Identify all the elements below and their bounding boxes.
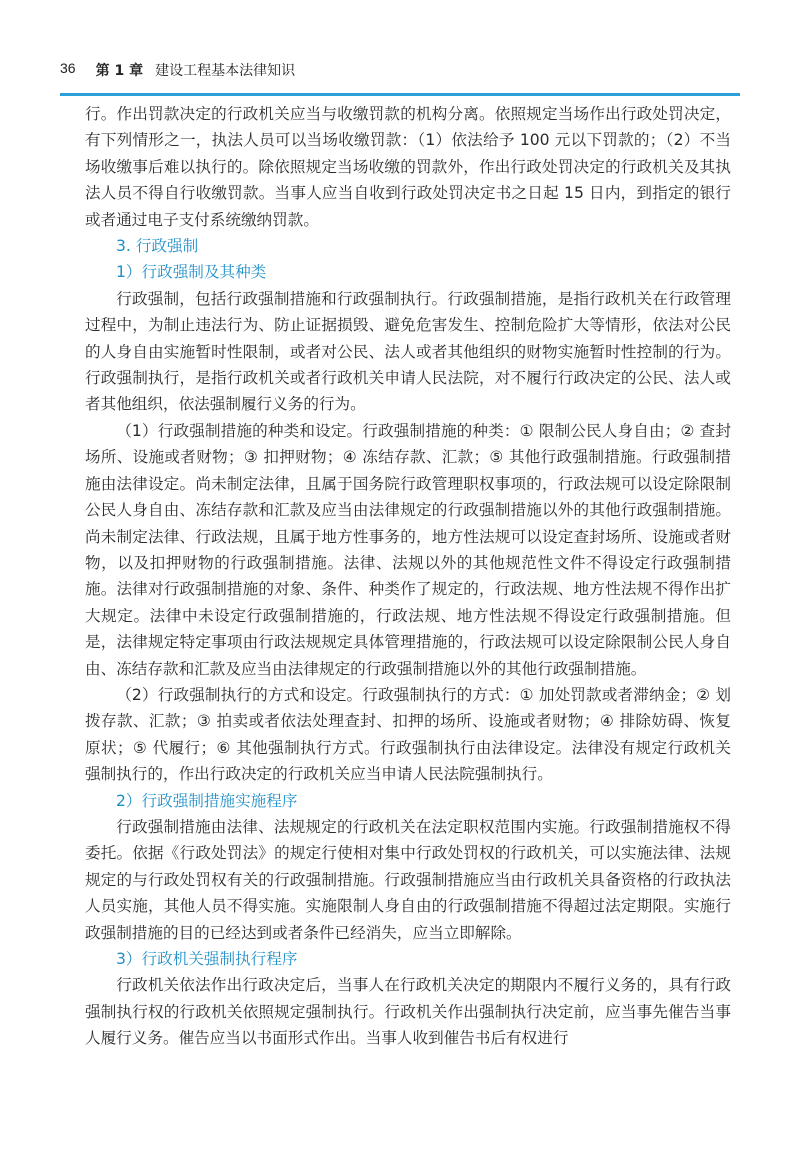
subsection-heading-coercion-types: 1）行政强制及其种类 (116, 263, 267, 282)
paragraph-intro: 行。作出罚款决定的行政机关应当与收缴罚款的机构分离。依照规定当场作出行政处罚决定，有下列情形之一，执法人员可以当场收缴罚款：（1）依法给予 100 元以下罚款的；（2）不当场收缴事后难以执行的。除依照规定当场收缴的罚款外，作出行政处罚决定的行政机关及其执法人员不得自行收缴罚款。当事人应当自收到行政处罚决定书之日起 15 日内，到指定的银行或者通过电子支付系统缴纳罚款。 (85, 105, 731, 229)
subsection-heading-enforcement-procedure: 3）行政机关强制执行程序 (116, 950, 298, 968)
chapter-label: 第 1 章 (95, 63, 144, 79)
paragraph-measures-procedure: 行政强制措施由法律、法规规定的行政机关在法定职权范围内实施。行政强制措施权不得委托。依据《行政处罚法》的规定行使相对集中行政处罚权的行政机关，可以实施法律、法规规定的与行政处罚权有关的行政强制措施。行政强制措施应当由行政机关具备资格的行政执法人员实施，其他人员不得实施。实施限制人身自由的行政强制措施不得超过法定期限。实施行政强制措施的目的已经达到或者条件已经消失，应当立即解除。 (85, 817, 731, 942)
section-heading-administrative-coercion: 3. 行政强制 (116, 237, 199, 256)
page-number: 36 (60, 60, 76, 76)
header-rule (60, 93, 740, 96)
running-header (60, 60, 740, 96)
paragraph-enforcement-procedure: 行政机关依法作出行政决定后，当事人在行政机关决定的期限内不履行义务的，具有行政强制执行权的行政机关依照规定强制执行。行政机关作出强制执行决定前，应当事先催告当事人履行义务。催告应当以书面形式作出。当事人收到催告书后有权进行 (85, 976, 731, 1048)
paragraph-coercion-enforcement: （2）行政强制执行的方式和设定。行政强制执行的方式：① 加处罚款或者滞纳金；② 划拨存款、汇款；③ 拍卖或者依法处理查封、扣押的场所、设施或者财物；④ 排除妨碍、恢复原状；⑤ 代履行；⑥ 其他强制执行方式。行政强制执行由法律设定。法律没有规定行政机关强制执行的，作出行政决定的行政机关应当申请人民法院强制执行。 (85, 685, 731, 784)
chapter-title: 建设工程基本法律知识 (155, 63, 296, 79)
page-body (85, 101, 731, 1052)
paragraph-coercion-definition: 行政强制，包括行政强制措施和行政强制执行。行政强制措施，是指行政机关在行政管理过程中，为制止违法行为、防止证据损毁、避免危害发生、控制危险扩大等情形，依法对公民的人身自由实施暂时性限制，或者对公民、法人或者其他组织的财物实施暂时性控制的行为。行政强制执行，是指行政机关或者行政机关申请人民法院，对不履行行政决定的公民、法人或者其他组织，依法强制履行义务的行为。 (85, 289, 731, 414)
subsection-heading-measures-procedure: 2）行政强制措施实施程序 (116, 791, 298, 810)
paragraph-coercion-measures: （1）行政强制措施的种类和设定。行政强制措施的种类：① 限制公民人身自由；② 查封场所、设施或者财物；③ 扣押财物；④ 冻结存款、汇款；⑤ 其他行政强制措施。行政强制措施由法律设定。尚未制定法律，且属于国务院行政管理职权事项的，行政法规可以设定除限制公民人身自由、冻结存款和汇款及应当由法律规定的行政强制措施以外的其他行政强制措施。尚未制定法律、行政法规，且属于地方性事务的，地方性法规可以设定查封场所、设施或者财物，以及扣押财物的行政强制措施。法律、法规以外的其他规范性文件不得设定行政强制措施。法律对行政强制措施的对象、条件、种类作了规定的，行政法规、地方性法规不得作出扩大规定。法律中未设定行政强制措施的，行政法规、地方性法规不得设定行政强制措施。但是，法律规定特定事项由行政法规规定具体管理措施的，行政法规可以设定除限制公民人身自由、冻结存款和汇款及应当由法律规定的行政强制措施以外的其他行政强制措施。 (85, 421, 731, 678)
